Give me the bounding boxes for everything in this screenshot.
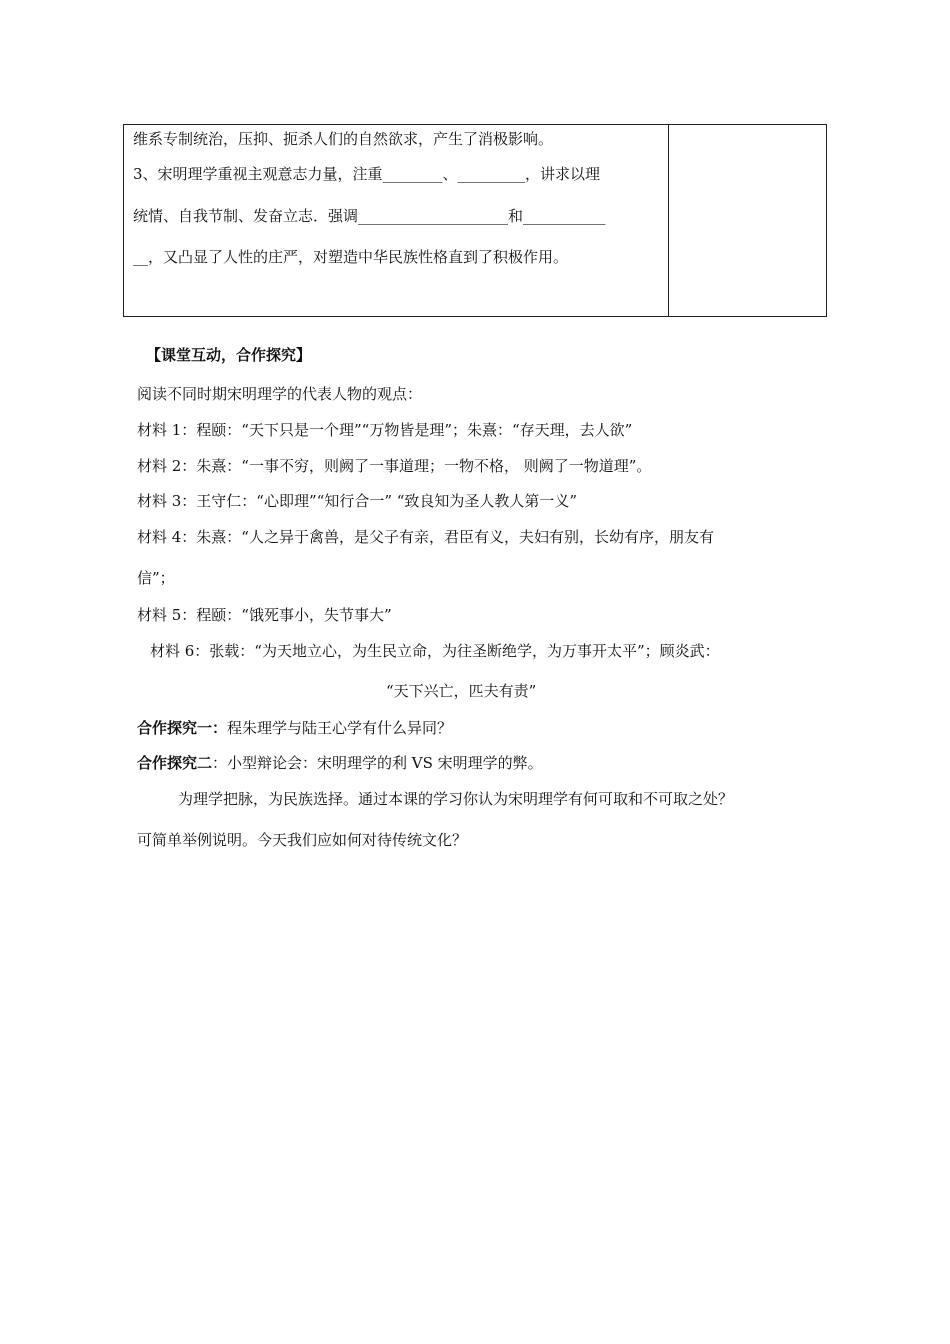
table-line: __，又凸显了人性的庄严，对塑造中华民族性格直到了积极作用。 <box>133 248 569 266</box>
material-6-quote: “天下兴亡，匹夫有责” <box>386 682 537 700</box>
table-line: 维系专制统治，压抑、扼杀人们的自然欲求，产生了消极影响。 <box>133 130 554 148</box>
material-1: 材料 1：程颐：“天下只是一个理”“万物皆是理”；朱熹：“存天理，去人欲” <box>137 421 633 439</box>
intro-text: 阅读不同时期宋明理学的代表人物的观点： <box>137 385 423 403</box>
material-2: 材料 2：朱熹：“一事不穷，则阙了一事道理；一物不格， 则阙了一物道理”。 <box>137 457 652 475</box>
inquiry-one-text: 程朱理学与陆王心学有什么异同？ <box>227 719 453 737</box>
notes-table <box>123 124 827 317</box>
material-6: 材料 6：张载：“为天地立心，为生民立命，为往圣断绝学，为万事开太平”；顾炎武： <box>150 642 720 660</box>
closing-line-2: 可简单举例说明。今天我们应如何对待传统文化？ <box>137 831 468 849</box>
material-4: 材料 4：朱熹：“人之异于禽兽，是父子有亲，君臣有义，夫妇有别，长幼有序，朋友有 <box>137 528 714 546</box>
inquiry-one <box>137 717 452 738</box>
table-line: 统情、自我节制、发奋立志．强调____________________和___________ <box>133 207 606 225</box>
material-4-continued: 信”； <box>137 569 175 587</box>
inquiry-two-label: 合作探究二 <box>137 754 213 772</box>
inquiry-two <box>137 752 543 773</box>
table-column-divider <box>668 125 669 316</box>
material-5: 材料 5：程颐：“饿死事小，失节事大” <box>137 606 392 624</box>
inquiry-one-label: 合作探究一： <box>137 719 228 737</box>
inquiry-two-text: ：小型辩论会：宋明理学的利 VS 宋明理学的弊。 <box>212 754 543 772</box>
table-line: 3、宋明理学重视主观意志力量，注重________、_________，讲求以理 <box>133 165 601 183</box>
closing-line-1: 为理学把脉，为民族选择。通过本课的学习你认为宋明理学有何可取和不可取之处？ <box>178 790 734 808</box>
section-heading: 【课堂互动，合作探究】 <box>146 346 312 364</box>
material-3: 材料 3：王守仁：“心即理”“知行合一” “致良知为圣人教人第一义” <box>137 492 578 510</box>
